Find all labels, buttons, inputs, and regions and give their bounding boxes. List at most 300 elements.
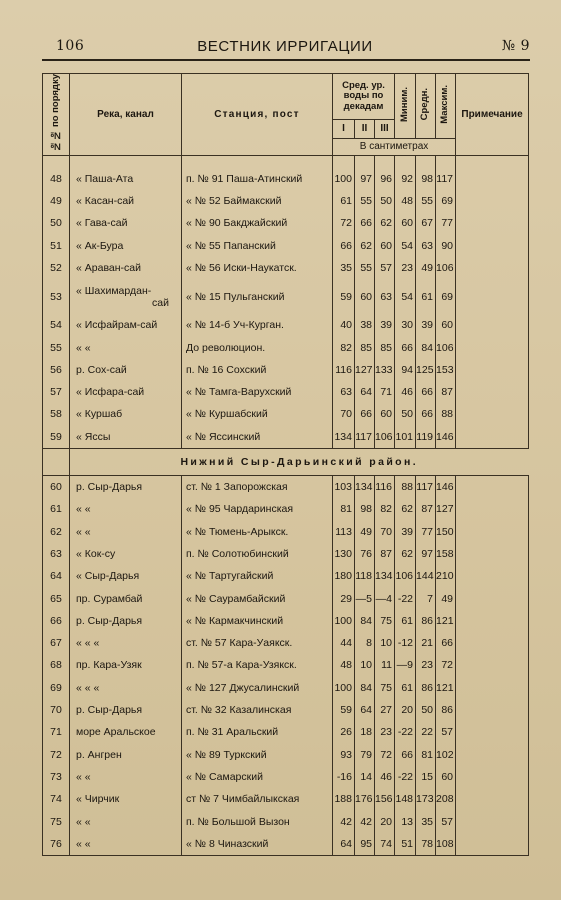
river-cell: р. Сыр-Дарья — [70, 699, 182, 721]
note-cell — [456, 381, 529, 403]
avg-cell: 50 — [416, 699, 436, 721]
row-number: 75 — [43, 810, 70, 832]
decade-2-cell: 97 — [355, 168, 375, 190]
station-cell: « № Тамга-Варухский — [182, 381, 333, 403]
decade-1-cell: 59 — [333, 279, 355, 314]
table-row — [43, 810, 529, 832]
row-number: 64 — [43, 565, 70, 587]
decade-2-cell: 55 — [355, 257, 375, 279]
header-no: №№ по порядку — [43, 74, 70, 156]
decade-1-cell: 35 — [333, 257, 355, 279]
station-cell: « № Куршабский — [182, 403, 333, 425]
river-cell: « Сыр-Дарья — [70, 565, 182, 587]
table-row — [43, 521, 529, 543]
header-dec-3: III — [375, 119, 395, 138]
table-row — [43, 632, 529, 654]
table-row — [43, 279, 529, 314]
decade-1-cell: 40 — [333, 314, 355, 336]
note-cell — [456, 190, 529, 212]
table-row — [43, 721, 529, 743]
min-cell: 46 — [395, 381, 416, 403]
table-row — [43, 587, 529, 609]
table-row — [43, 788, 529, 810]
min-cell: 92 — [395, 168, 416, 190]
header-dec-2: II — [355, 119, 375, 138]
avg-cell: 7 — [416, 587, 436, 609]
decade-2-cell: 66 — [355, 403, 375, 425]
decade-2-cell: 85 — [355, 336, 375, 358]
decade-1-cell: 26 — [333, 721, 355, 743]
note-cell — [456, 833, 529, 856]
row-number: 51 — [43, 235, 70, 257]
decade-1-cell: 48 — [333, 654, 355, 676]
decade-3-cell: 133 — [375, 359, 395, 381]
max-cell: 66 — [436, 632, 456, 654]
station-cell: « № 14-б Уч-Курган. — [182, 314, 333, 336]
decade-3-cell: 39 — [375, 314, 395, 336]
min-cell: 61 — [395, 610, 416, 632]
header-dec-1: I — [333, 119, 355, 138]
decade-2-cell: 176 — [355, 788, 375, 810]
running-head — [40, 36, 530, 58]
max-cell: 72 — [436, 654, 456, 676]
row-number: 52 — [43, 257, 70, 279]
river-cell: « « — [70, 336, 182, 358]
river-cell: « « — [70, 521, 182, 543]
table-row — [43, 743, 529, 765]
station-cell: ст № 7 Чимбайлыкская — [182, 788, 333, 810]
max-cell: 208 — [436, 788, 456, 810]
decade-2-cell: 64 — [355, 381, 375, 403]
station-cell: п. № Большой Вызон — [182, 810, 333, 832]
max-cell: 77 — [436, 212, 456, 234]
note-cell — [456, 721, 529, 743]
station-cell: « № 95 Чардаринская — [182, 498, 333, 520]
station-cell: « № 8 Чиназский — [182, 833, 333, 856]
decade-2-cell: 95 — [355, 833, 375, 856]
station-cell: « № Тартугайский — [182, 565, 333, 587]
river-cell: море Аральское — [70, 721, 182, 743]
station-cell: « № 52 Баймакский — [182, 190, 333, 212]
decade-3-cell: 11 — [375, 654, 395, 676]
max-cell: 86 — [436, 699, 456, 721]
decade-1-cell: 180 — [333, 565, 355, 587]
min-cell: 13 — [395, 810, 416, 832]
table-row — [43, 833, 529, 856]
decade-3-cell: 116 — [375, 475, 395, 498]
row-number: 60 — [43, 475, 70, 498]
decade-2-cell: 42 — [355, 810, 375, 832]
row-number: 49 — [43, 190, 70, 212]
decade-2-cell: 134 — [355, 475, 375, 498]
station-cell: п. № Солотюбинский — [182, 543, 333, 565]
note-cell — [456, 212, 529, 234]
station-cell: ст. № 57 Кара-Уаякск. — [182, 632, 333, 654]
min-cell: 60 — [395, 212, 416, 234]
max-cell: 87 — [436, 381, 456, 403]
table-row — [43, 699, 529, 721]
river-cell: « Яссы — [70, 426, 182, 449]
decade-3-cell: 20 — [375, 810, 395, 832]
decade-2-cell: 60 — [355, 279, 375, 314]
note-cell — [456, 565, 529, 587]
decade-1-cell: 59 — [333, 699, 355, 721]
table-section — [43, 448, 529, 475]
table-row — [43, 336, 529, 358]
decade-2-cell: 55 — [355, 190, 375, 212]
note-cell — [456, 632, 529, 654]
avg-cell: 98 — [416, 168, 436, 190]
decade-3-cell: 96 — [375, 168, 395, 190]
avg-cell: 86 — [416, 677, 436, 699]
max-cell: 69 — [436, 190, 456, 212]
water-level-table — [42, 73, 529, 856]
river-cell: р. Сыр-Дарья — [70, 610, 182, 632]
avg-cell: 77 — [416, 521, 436, 543]
station-cell: п. № 57-а Кара-Узякск. — [182, 654, 333, 676]
min-cell: 39 — [395, 521, 416, 543]
decade-1-cell: 103 — [333, 475, 355, 498]
min-cell: -22 — [395, 721, 416, 743]
avg-cell: 117 — [416, 475, 436, 498]
header-avg: Средн. — [416, 74, 436, 139]
min-cell: 88 — [395, 475, 416, 498]
journal-title: ВЕСТНИК ИРРИГАЦИИ — [197, 38, 373, 55]
decade-3-cell: 27 — [375, 699, 395, 721]
max-cell: 150 — [436, 521, 456, 543]
decade-1-cell: 63 — [333, 381, 355, 403]
decade-3-cell: 23 — [375, 721, 395, 743]
decade-2-cell: 10 — [355, 654, 375, 676]
decade-3-cell: 10 — [375, 632, 395, 654]
decade-1-cell: -16 — [333, 766, 355, 788]
row-number: 50 — [43, 212, 70, 234]
row-number: 56 — [43, 359, 70, 381]
row-number: 48 — [43, 168, 70, 190]
max-cell: 146 — [436, 475, 456, 498]
station-cell: « № 89 Туркский — [182, 743, 333, 765]
note-cell — [456, 279, 529, 314]
row-number: 70 — [43, 699, 70, 721]
note-cell — [456, 610, 529, 632]
river-cell: « Кок-су — [70, 543, 182, 565]
min-cell: 20 — [395, 699, 416, 721]
decade-1-cell: 100 — [333, 168, 355, 190]
note-cell — [456, 314, 529, 336]
min-cell: 94 — [395, 359, 416, 381]
river-cell: « « « — [70, 632, 182, 654]
table-row — [43, 359, 529, 381]
min-cell: —9 — [395, 654, 416, 676]
river-cell: пр. Кара-Узяк — [70, 654, 182, 676]
min-cell: -22 — [395, 587, 416, 609]
max-cell: 210 — [436, 565, 456, 587]
decade-2-cell: 79 — [355, 743, 375, 765]
note-cell — [456, 475, 529, 498]
row-number: 67 — [43, 632, 70, 654]
note-cell — [456, 521, 529, 543]
decade-3-cell: 72 — [375, 743, 395, 765]
max-cell: 127 — [436, 498, 456, 520]
row-number: 68 — [43, 654, 70, 676]
note-cell — [456, 336, 529, 358]
max-cell: 57 — [436, 810, 456, 832]
avg-cell: 39 — [416, 314, 436, 336]
min-cell: 48 — [395, 190, 416, 212]
avg-cell: 66 — [416, 403, 436, 425]
min-cell: 62 — [395, 498, 416, 520]
station-cell: « № 15 Пульганский — [182, 279, 333, 314]
max-cell: 153 — [436, 359, 456, 381]
decade-1-cell: 93 — [333, 743, 355, 765]
decade-3-cell: —4 — [375, 587, 395, 609]
river-cell: « « — [70, 810, 182, 832]
decade-3-cell: 70 — [375, 521, 395, 543]
decade-2-cell: 14 — [355, 766, 375, 788]
row-number: 58 — [43, 403, 70, 425]
river-cell: р. Сыр-Дарья — [70, 475, 182, 498]
river-cell: « « « — [70, 677, 182, 699]
decade-1-cell: 64 — [333, 833, 355, 856]
min-cell: 54 — [395, 279, 416, 314]
row-number: 63 — [43, 543, 70, 565]
river-cell: р. Сох-сай — [70, 359, 182, 381]
max-cell: 158 — [436, 543, 456, 565]
station-cell: До революцион. — [182, 336, 333, 358]
decade-2-cell: 66 — [355, 212, 375, 234]
decade-3-cell: 134 — [375, 565, 395, 587]
decade-1-cell: 100 — [333, 610, 355, 632]
decade-3-cell: 85 — [375, 336, 395, 358]
min-cell: 23 — [395, 257, 416, 279]
row-number: 59 — [43, 426, 70, 449]
row-number: 54 — [43, 314, 70, 336]
station-cell: « № 56 Иски-Наукатск. — [182, 257, 333, 279]
note-cell — [456, 587, 529, 609]
table-row — [43, 565, 529, 587]
avg-cell: 67 — [416, 212, 436, 234]
avg-cell: 63 — [416, 235, 436, 257]
note-cell — [456, 810, 529, 832]
avg-cell: 144 — [416, 565, 436, 587]
station-cell: ст. № 1 Запорожская — [182, 475, 333, 498]
avg-cell: 49 — [416, 257, 436, 279]
river-line-2: сай — [152, 296, 169, 309]
station-cell: « № Самарский — [182, 766, 333, 788]
min-cell: 106 — [395, 565, 416, 587]
table-row — [43, 654, 529, 676]
table-row — [43, 403, 529, 425]
table-row — [43, 677, 529, 699]
note-cell — [456, 426, 529, 449]
river-cell: « Касан-сай — [70, 190, 182, 212]
min-cell: 66 — [395, 336, 416, 358]
note-cell — [456, 168, 529, 190]
max-cell: 121 — [436, 677, 456, 699]
min-cell: -12 — [395, 632, 416, 654]
decade-1-cell: 42 — [333, 810, 355, 832]
table-row — [43, 610, 529, 632]
station-cell: п. № 16 Сохский — [182, 359, 333, 381]
row-number: 69 — [43, 677, 70, 699]
row-number: 76 — [43, 833, 70, 856]
note-cell — [456, 257, 529, 279]
river-cell: « « — [70, 833, 182, 856]
min-cell: 30 — [395, 314, 416, 336]
row-number: 66 — [43, 610, 70, 632]
avg-cell: 173 — [416, 788, 436, 810]
river-cell: « Гава-сай — [70, 212, 182, 234]
decade-1-cell: 113 — [333, 521, 355, 543]
decade-3-cell: 75 — [375, 677, 395, 699]
max-cell: 49 — [436, 587, 456, 609]
min-cell: 54 — [395, 235, 416, 257]
decade-2-cell: 127 — [355, 359, 375, 381]
table-row — [43, 426, 529, 449]
river-cell: « « — [70, 498, 182, 520]
section-title: Нижний Сыр-Дарьинский район. — [70, 448, 529, 475]
station-cell: « № Кармакчинский — [182, 610, 333, 632]
table-row — [43, 766, 529, 788]
header-min: Миним. — [395, 74, 416, 139]
decade-2-cell: —5 — [355, 587, 375, 609]
max-cell: 102 — [436, 743, 456, 765]
station-cell: « № 127 Джусалинский — [182, 677, 333, 699]
table-body-upper — [43, 155, 529, 448]
max-cell: 121 — [436, 610, 456, 632]
decade-1-cell: 188 — [333, 788, 355, 810]
note-cell — [456, 403, 529, 425]
avg-cell: 15 — [416, 766, 436, 788]
table-row — [43, 235, 529, 257]
decade-1-cell: 44 — [333, 632, 355, 654]
river-cell: « Куршаб — [70, 403, 182, 425]
header-river: Река, канал — [70, 74, 182, 156]
decade-1-cell: 82 — [333, 336, 355, 358]
min-cell: 148 — [395, 788, 416, 810]
avg-cell: 84 — [416, 336, 436, 358]
header-max: Максим. — [436, 74, 456, 139]
river-cell: « « — [70, 766, 182, 788]
decade-1-cell: 134 — [333, 426, 355, 449]
min-cell: 61 — [395, 677, 416, 699]
max-cell: 60 — [436, 766, 456, 788]
avg-cell: 119 — [416, 426, 436, 449]
table-row — [43, 212, 529, 234]
row-number: 72 — [43, 743, 70, 765]
table-row — [43, 381, 529, 403]
note-cell — [456, 654, 529, 676]
header-note: Примечание — [456, 74, 529, 156]
river-cell: « Паша-Ата — [70, 168, 182, 190]
decade-3-cell: 46 — [375, 766, 395, 788]
min-cell: -22 — [395, 766, 416, 788]
max-cell: 60 — [436, 314, 456, 336]
decade-3-cell: 82 — [375, 498, 395, 520]
min-cell: 50 — [395, 403, 416, 425]
row-number: 65 — [43, 587, 70, 609]
avg-cell: 55 — [416, 190, 436, 212]
decade-3-cell: 63 — [375, 279, 395, 314]
decade-3-cell: 62 — [375, 212, 395, 234]
decade-1-cell: 130 — [333, 543, 355, 565]
decade-2-cell: 98 — [355, 498, 375, 520]
issue-number: № 9 — [501, 38, 530, 54]
decade-1-cell: 61 — [333, 190, 355, 212]
river-cell — [70, 279, 182, 314]
note-cell — [456, 543, 529, 565]
table-row — [43, 168, 529, 190]
decade-3-cell: 87 — [375, 543, 395, 565]
river-cell: « Исфара-сай — [70, 381, 182, 403]
table-row — [43, 543, 529, 565]
header-avg-group: Сред. ур. воды по декадам — [333, 74, 395, 120]
station-cell: п. № 31 Аральский — [182, 721, 333, 743]
avg-cell: 23 — [416, 654, 436, 676]
decade-3-cell: 74 — [375, 833, 395, 856]
table-body-lower — [43, 475, 529, 855]
station-cell: « № 55 Папанский — [182, 235, 333, 257]
decade-2-cell: 64 — [355, 699, 375, 721]
decade-2-cell: 38 — [355, 314, 375, 336]
note-cell — [456, 788, 529, 810]
station-cell: ст. № 32 Казалинская — [182, 699, 333, 721]
decade-2-cell: 62 — [355, 235, 375, 257]
avg-cell: 66 — [416, 381, 436, 403]
table-row — [43, 190, 529, 212]
decade-2-cell: 8 — [355, 632, 375, 654]
table-row — [43, 498, 529, 520]
avg-cell: 97 — [416, 543, 436, 565]
decade-1-cell: 81 — [333, 498, 355, 520]
note-cell — [456, 677, 529, 699]
decade-3-cell: 60 — [375, 403, 395, 425]
avg-cell: 78 — [416, 833, 436, 856]
min-cell: 62 — [395, 543, 416, 565]
decade-2-cell: 18 — [355, 721, 375, 743]
max-cell: 90 — [436, 235, 456, 257]
note-cell — [456, 359, 529, 381]
page-number: 106 — [56, 38, 85, 54]
decade-2-cell: 84 — [355, 610, 375, 632]
row-number: 62 — [43, 521, 70, 543]
header-rule — [42, 59, 530, 61]
max-cell: 117 — [436, 168, 456, 190]
avg-cell: 22 — [416, 721, 436, 743]
station-cell: п. № 91 Паша-Атинский — [182, 168, 333, 190]
avg-cell: 21 — [416, 632, 436, 654]
decade-3-cell: 75 — [375, 610, 395, 632]
decade-3-cell: 60 — [375, 235, 395, 257]
decade-1-cell: 72 — [333, 212, 355, 234]
river-cell: пр. Сурамбай — [70, 587, 182, 609]
decade-2-cell: 117 — [355, 426, 375, 449]
decade-1-cell: 66 — [333, 235, 355, 257]
decade-3-cell: 71 — [375, 381, 395, 403]
min-cell: 101 — [395, 426, 416, 449]
row-number: 53 — [43, 279, 70, 314]
avg-cell: 81 — [416, 743, 436, 765]
decade-1-cell: 116 — [333, 359, 355, 381]
river-line-1: « Шахимардан- — [76, 284, 152, 297]
max-cell: 146 — [436, 426, 456, 449]
min-cell: 66 — [395, 743, 416, 765]
decade-3-cell: 106 — [375, 426, 395, 449]
note-cell — [456, 743, 529, 765]
river-cell: « Араван-сай — [70, 257, 182, 279]
table-row — [43, 314, 529, 336]
note-cell — [456, 699, 529, 721]
